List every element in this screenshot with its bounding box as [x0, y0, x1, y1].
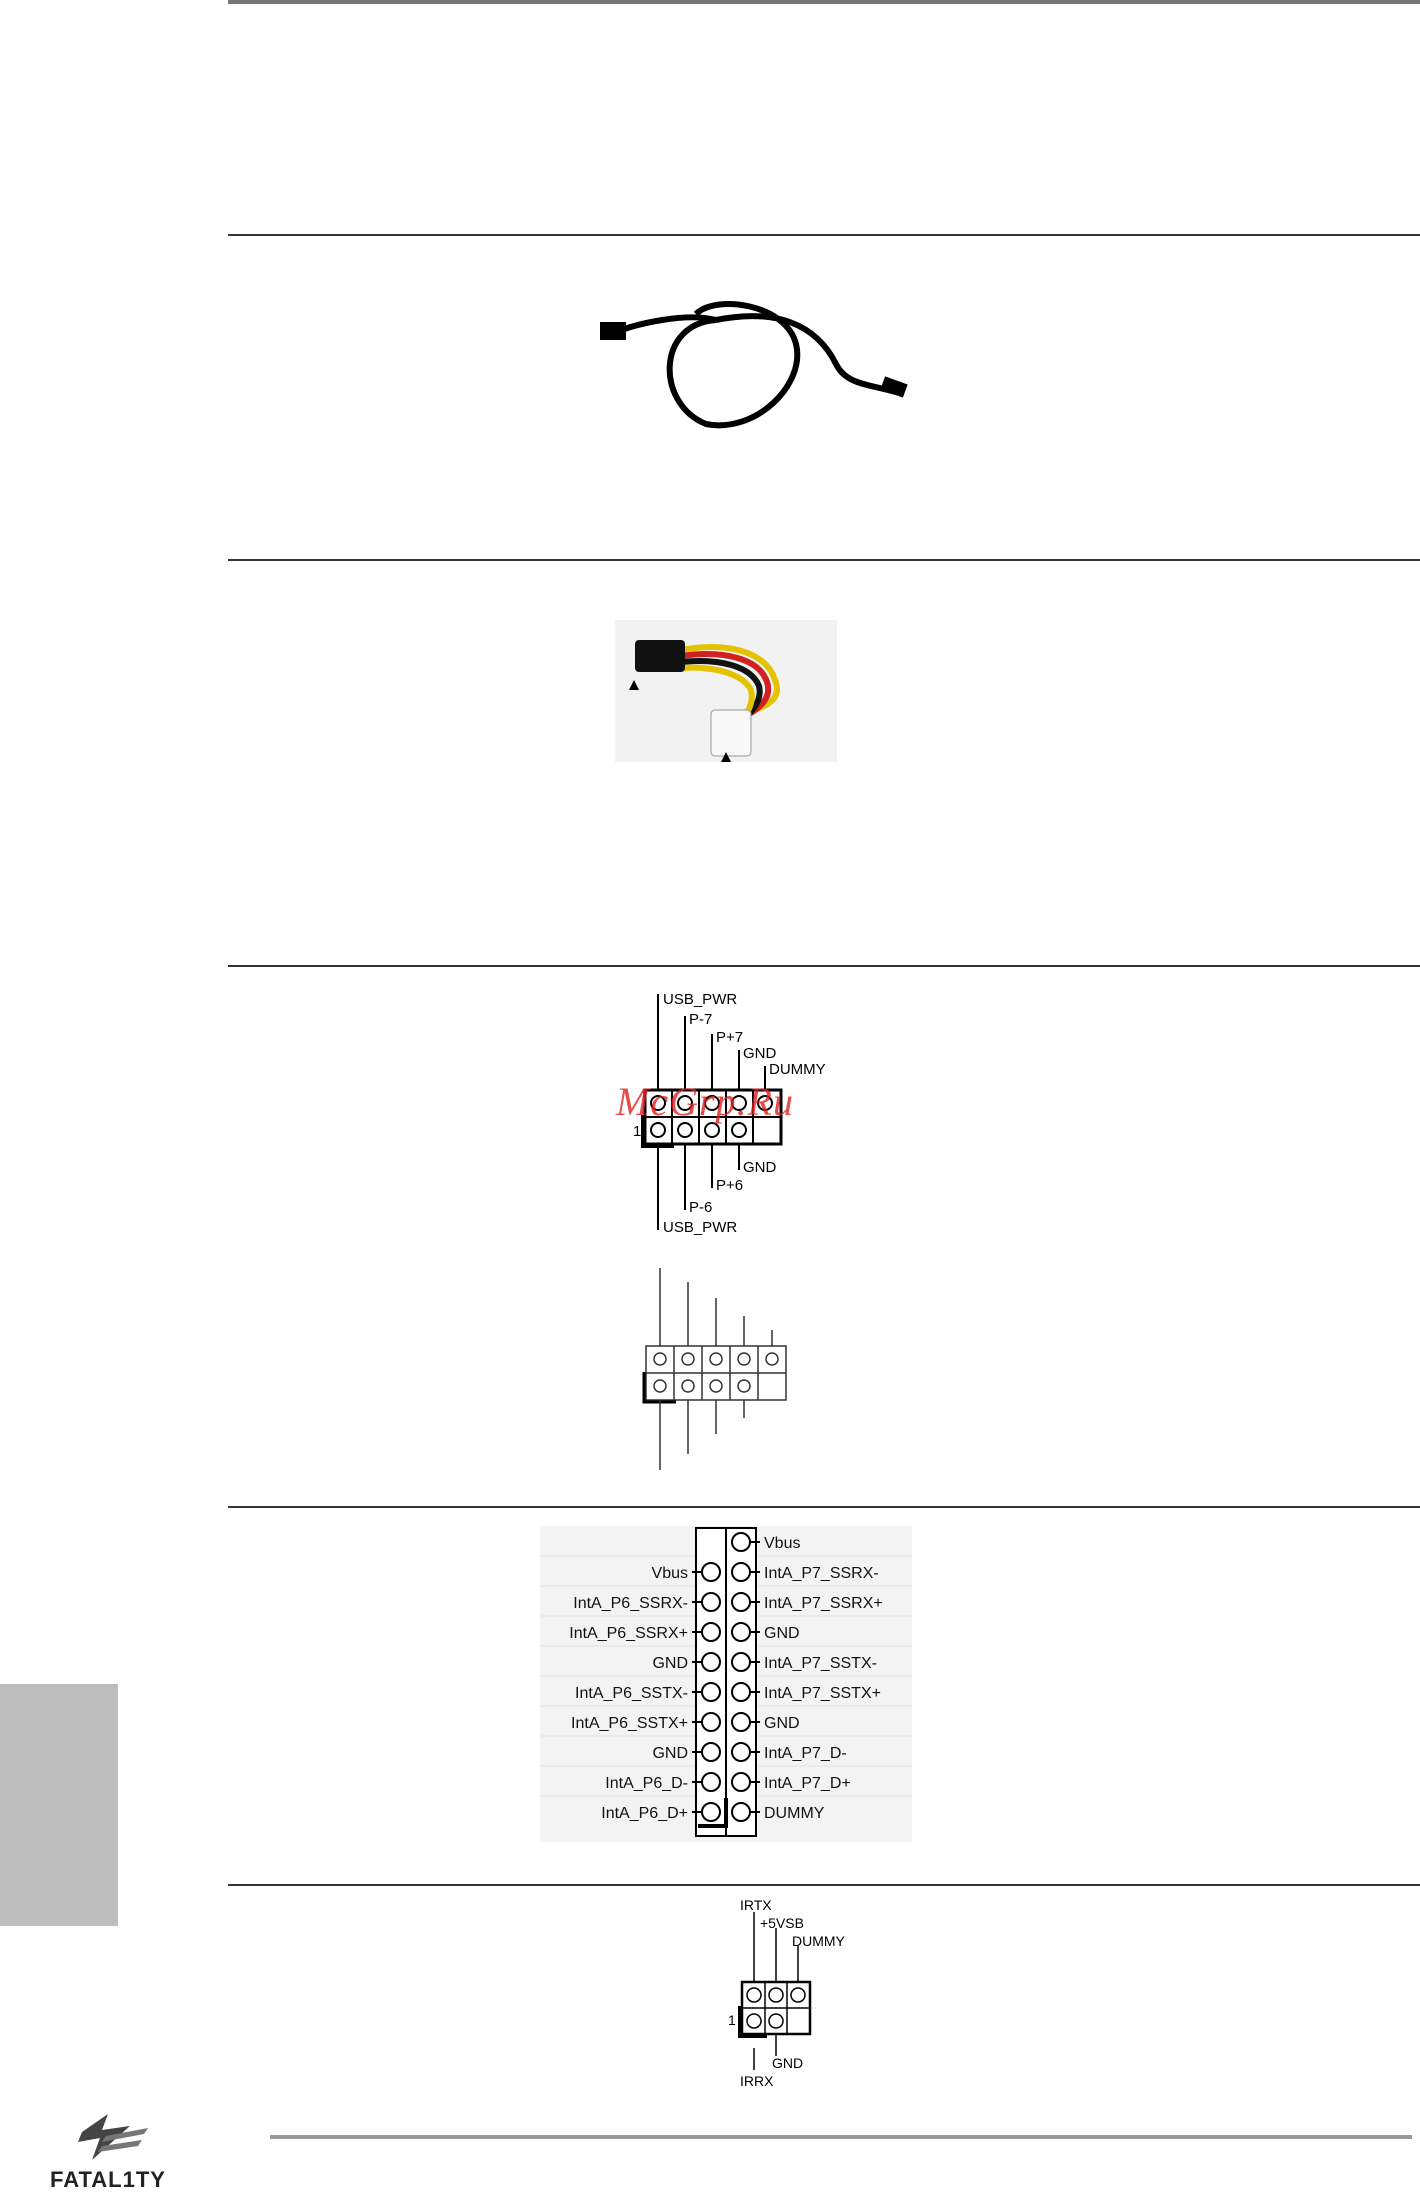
pin-label: +5VSB — [760, 1915, 804, 1931]
pin — [702, 1593, 720, 1611]
pin-label: P+7 — [716, 1029, 744, 1046]
pin-label: IntA_P7_SSTX- — [764, 1655, 877, 1672]
ir-header-diagram — [728, 1898, 868, 2094]
pin-label: IntA_P6_SSTX- — [575, 1685, 688, 1702]
pin-label: IntA_P6_D- — [605, 1775, 688, 1792]
pin-label: GND — [772, 2055, 804, 2071]
pin-label: Vbus — [651, 1565, 688, 1582]
pin-label: IRRX — [740, 2073, 774, 2089]
pin — [732, 1593, 750, 1611]
sata-power-cable-image — [615, 620, 837, 762]
pin1-marker: 1 — [728, 2012, 736, 2028]
pin-label: IntA_P7_D- — [764, 1745, 847, 1762]
pin — [732, 1773, 750, 1791]
pin-label: DUMMY — [769, 1061, 826, 1078]
pin — [732, 1803, 750, 1821]
pin-label: GND — [652, 1655, 688, 1672]
pin-label: IntA_P7_SSTX+ — [764, 1685, 881, 1702]
section-divider — [228, 234, 1420, 236]
pin — [702, 1563, 720, 1581]
pin-label: IntA_P6_SSRX+ — [569, 1625, 688, 1642]
pin — [732, 1563, 750, 1581]
usb3-header-diagram — [540, 1526, 912, 1842]
pin-label: IntA_P7_SSRX- — [764, 1565, 879, 1582]
pin-label: DUMMY — [792, 1933, 845, 1949]
section-divider — [228, 965, 1420, 967]
pin-label: IntA_P7_SSRX+ — [764, 1595, 883, 1612]
pin-label: IRTX — [740, 1898, 772, 1913]
watermark: McGrp.Ru — [616, 1079, 794, 1124]
pin — [702, 1683, 720, 1701]
pin-label: DUMMY — [764, 1805, 825, 1822]
side-tab — [0, 1684, 118, 1926]
pin — [702, 1623, 720, 1641]
pin-label: GND — [652, 1745, 688, 1762]
pin — [732, 1623, 750, 1641]
pin-label: Vbus — [764, 1535, 801, 1552]
pin-label: IntA_P6_D+ — [601, 1805, 688, 1822]
pin-label: GND — [764, 1715, 800, 1732]
pin-label: IntA_P6_SSRX- — [573, 1595, 688, 1612]
section-divider — [228, 1884, 1420, 1886]
logo-text: FATAL1TY — [50, 2167, 166, 2192]
pin — [732, 1743, 750, 1761]
pin — [702, 1743, 720, 1761]
pin — [732, 1713, 750, 1731]
footer-rule — [270, 2135, 1412, 2139]
top-rule — [228, 0, 1420, 4]
section-divider — [228, 1506, 1420, 1508]
pin-label: USB_PWR — [663, 991, 738, 1008]
pin-label: P-7 — [689, 1011, 713, 1028]
pin-label: P+6 — [716, 1177, 744, 1194]
sata-data-cable-image — [596, 284, 916, 436]
pin — [702, 1653, 720, 1671]
pin-label: IntA_P6_SSTX+ — [571, 1715, 688, 1732]
pin-label: USB_PWR — [663, 1219, 738, 1236]
fatal1ty-logo-icon — [72, 2112, 152, 2164]
section-divider — [228, 559, 1420, 561]
pin — [702, 1803, 720, 1821]
pin-label: IntA_P7_D+ — [764, 1775, 851, 1792]
pin — [732, 1683, 750, 1701]
pin1-marker: 1 — [633, 1123, 642, 1140]
pin-label: GND — [743, 1045, 777, 1062]
pin-label: GND — [764, 1625, 800, 1642]
pin-label: GND — [743, 1159, 777, 1176]
pin — [732, 1653, 750, 1671]
pin — [702, 1713, 720, 1731]
pin — [732, 1533, 750, 1551]
pin-label: P-6 — [689, 1199, 713, 1216]
pin — [702, 1773, 720, 1791]
usb-header-diagram-blank — [628, 1264, 798, 1474]
